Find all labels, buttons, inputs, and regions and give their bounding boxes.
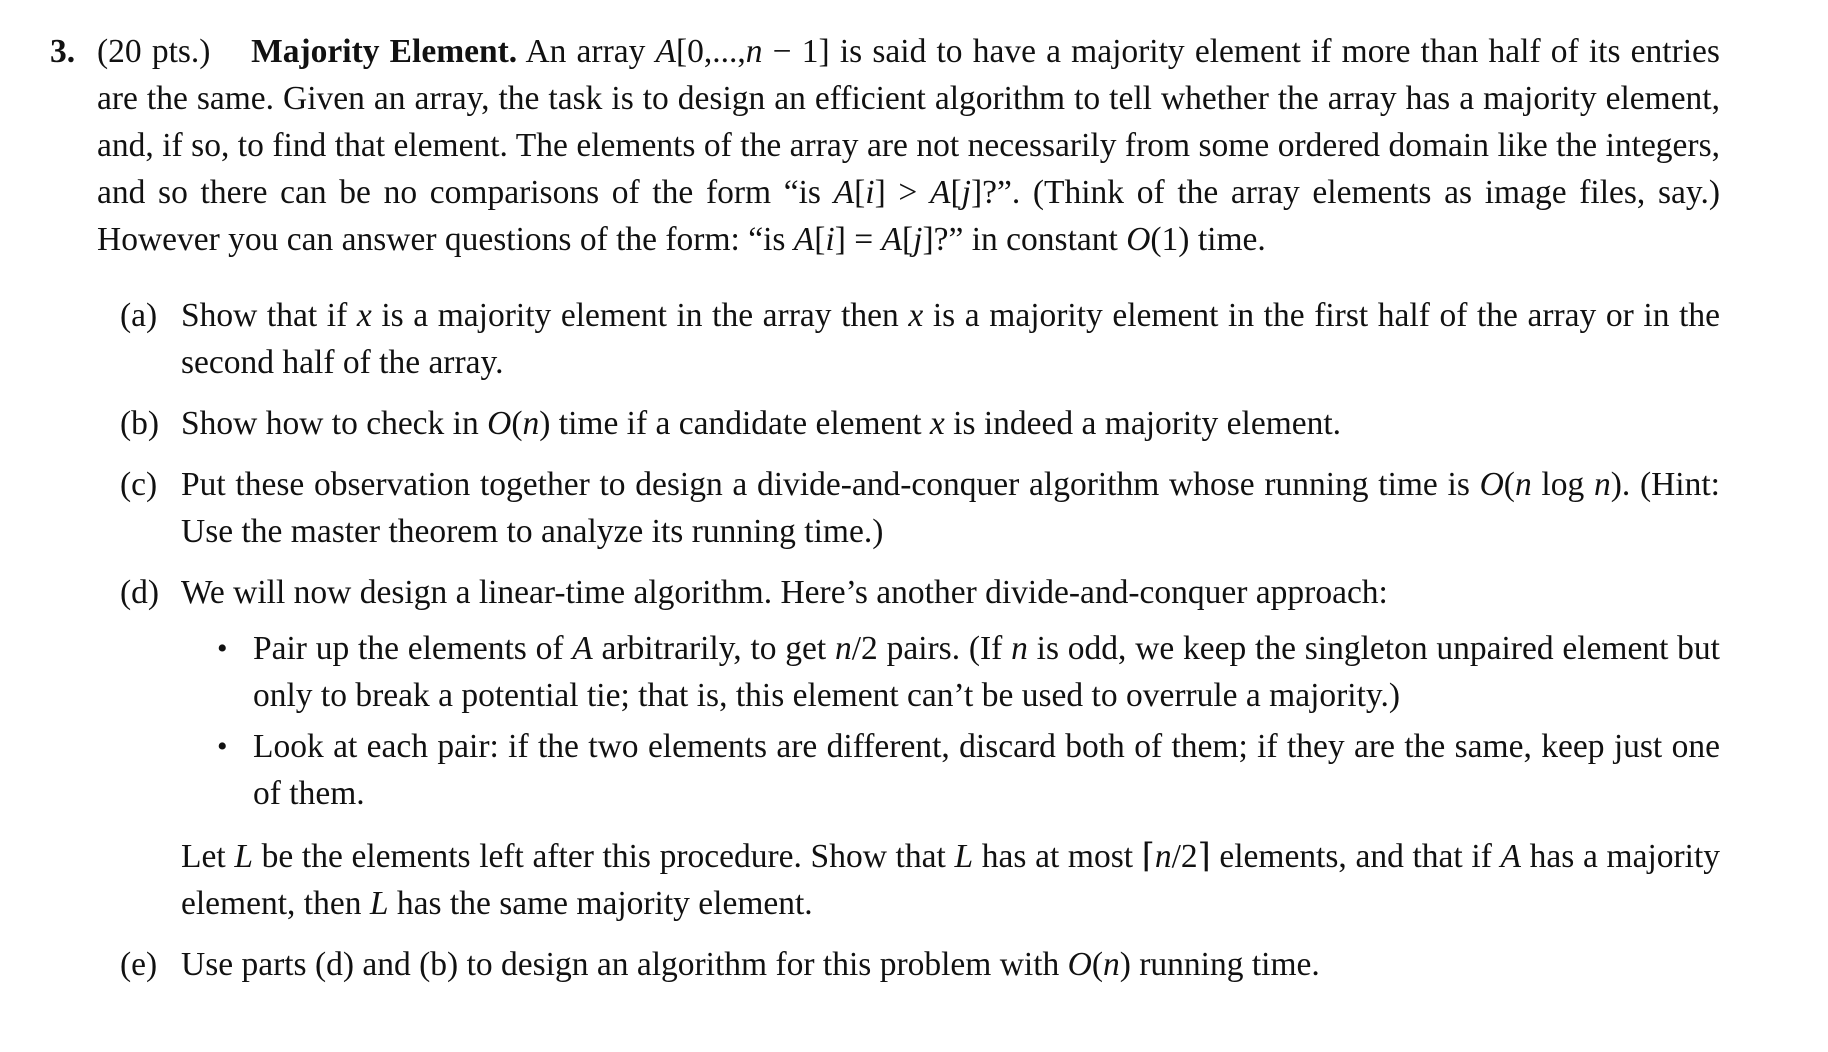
math-symbol: ) (1119, 946, 1131, 983)
text-run: has at most (973, 838, 1142, 875)
part-label: (e) (120, 946, 158, 983)
math-symbol: /2 (851, 630, 878, 667)
part-text (181, 574, 1388, 611)
text-run: elements, and that if (1210, 838, 1501, 875)
math-symbol: ( (511, 405, 523, 442)
math-var: L (234, 838, 253, 875)
bullet-text (253, 728, 1720, 812)
part-label: (c) (120, 466, 158, 503)
math-symbol: log (1531, 466, 1594, 503)
math-var: n (1154, 838, 1172, 875)
math-var: O (1479, 466, 1504, 503)
math-symbol: ) (1610, 466, 1622, 503)
math-var: j (913, 221, 923, 258)
text-run: is a majority element in the array then (371, 297, 909, 334)
text-run: is a majority element in the first half of the array or in the second half of the array. (181, 297, 1721, 381)
math-symbol: [ (854, 174, 866, 211)
math-var: L (369, 885, 389, 922)
bullet-text (253, 630, 1720, 714)
math-var: n (1103, 946, 1120, 983)
math-var: x (929, 405, 945, 442)
math-var: x (908, 297, 924, 334)
math-var: n (835, 630, 852, 667)
text-run: time if a candidate element (550, 405, 930, 442)
math-var: A (793, 221, 815, 258)
text-run: Show that if (181, 297, 357, 334)
text-run: is odd, we keep the singleton unpaired element but only to break a potential tie; that is, this element can’t be used to overrule a majority.) (253, 630, 1720, 714)
part-e (120, 941, 1720, 988)
text-run: Let (181, 838, 235, 875)
math-var: A (572, 630, 593, 667)
math-symbol: [ (950, 174, 962, 211)
text-run: ?”. (Think of the array elements as image files, say.) However you can answer questions of the form: “is (97, 174, 1720, 258)
text-run: time. (1189, 221, 1266, 258)
text-run: is indeed a majority element. (944, 405, 1342, 442)
text-run: pairs. (If (877, 630, 1012, 667)
subparts (50, 292, 1720, 988)
math-var: x (356, 297, 372, 334)
math-var: O (1126, 221, 1151, 258)
text-run: is said to have a majority element if more than half of its entries are the same. Given an array, the task is to design an efficient algorithm to tell whether the array has a majority element, and, if so, to find that element. The elements of the array are not necessarily from some ordered domain like the integers, and so there can be no comparisons of the form “is (97, 33, 1720, 211)
text-run: has a majority element, then (181, 838, 1721, 922)
text-run: We will now design a linear-time algorithm. Here’s another divide-and-conquer approach: (181, 574, 1388, 611)
text-run: arbitrarily, to get (592, 630, 835, 667)
math-var: n (522, 405, 540, 442)
math-var: i (865, 174, 875, 211)
part-text (181, 405, 1341, 442)
math-symbol: /2⌉ (1171, 838, 1211, 875)
text-run: Look at each pair: if the two elements are different, discard both of them; if they are the same, keep just one of them. (253, 728, 1720, 812)
math-var: O (1067, 946, 1092, 983)
text-run: . (Hint: Use the master theorem to analyze its running time.) (181, 466, 1720, 550)
text-run: be the elements left after this procedure. Show that (252, 838, 955, 875)
part-text (181, 466, 1720, 550)
math-var: j (961, 174, 971, 211)
math-symbol: [ (902, 221, 914, 258)
bullet-list (181, 625, 1720, 817)
math-symbol: ( (1503, 466, 1515, 503)
math-symbol: [ (814, 221, 826, 258)
bullet-item (217, 625, 1720, 719)
math-var: O (487, 405, 512, 442)
text-run: running time. (1130, 946, 1320, 983)
text-run: Put these observation together to design a divide-and-conquer algorithm whose running time is (181, 466, 1480, 503)
math-symbol: [0,..., (676, 33, 746, 70)
math-var: n (1593, 466, 1611, 503)
text-run: Use parts (d) and (b) to design an algorithm for this problem with (181, 946, 1068, 983)
part-label: (a) (120, 297, 158, 334)
math-symbol: ⌈ (1141, 838, 1155, 875)
bullet-icon: • (217, 730, 228, 763)
part-b (120, 400, 1720, 447)
math-var: i (825, 221, 835, 258)
bullet-icon: • (217, 632, 228, 665)
text-run: An array (517, 33, 656, 70)
math-symbol: ] = (834, 221, 882, 258)
math-var: L (954, 838, 974, 875)
part-label: (d) (120, 574, 160, 611)
math-var: n (1514, 466, 1532, 503)
math-symbol: ] > (874, 174, 930, 211)
math-symbol: ] (970, 174, 983, 211)
bullet-item (217, 723, 1720, 817)
math-var: n (1011, 630, 1028, 667)
part-c (120, 461, 1720, 555)
math-var: A (881, 221, 903, 258)
text-run: has the same majority element. (388, 885, 813, 922)
problem-3 (50, 28, 1720, 1002)
math-symbol: − 1] (762, 33, 830, 70)
math-var: A (833, 174, 855, 211)
part-text (181, 297, 1720, 381)
math-var: n (745, 33, 763, 70)
part-d-conclusion (181, 833, 1720, 927)
math-symbol: ] (922, 221, 934, 258)
part-d (120, 569, 1720, 927)
math-var: A (930, 174, 951, 211)
text-run: ?” in constant (933, 221, 1127, 258)
math-symbol: ) (539, 405, 551, 442)
math-symbol: ( (1091, 946, 1103, 983)
part-text (181, 946, 1320, 983)
part-a (120, 292, 1720, 386)
problem-points: (20 pts.) (97, 33, 211, 70)
text-run: Pair up the elements of (253, 630, 573, 667)
math-var: A (1500, 838, 1521, 875)
problem-title: Majority Element. (251, 33, 518, 70)
part-label: (b) (120, 405, 160, 442)
math-var: A (655, 33, 676, 70)
math-symbol: (1) (1150, 221, 1190, 258)
text-run: Show how to check in (181, 405, 488, 442)
problem-number: 3. (50, 33, 76, 70)
problem-statement (50, 28, 1720, 263)
